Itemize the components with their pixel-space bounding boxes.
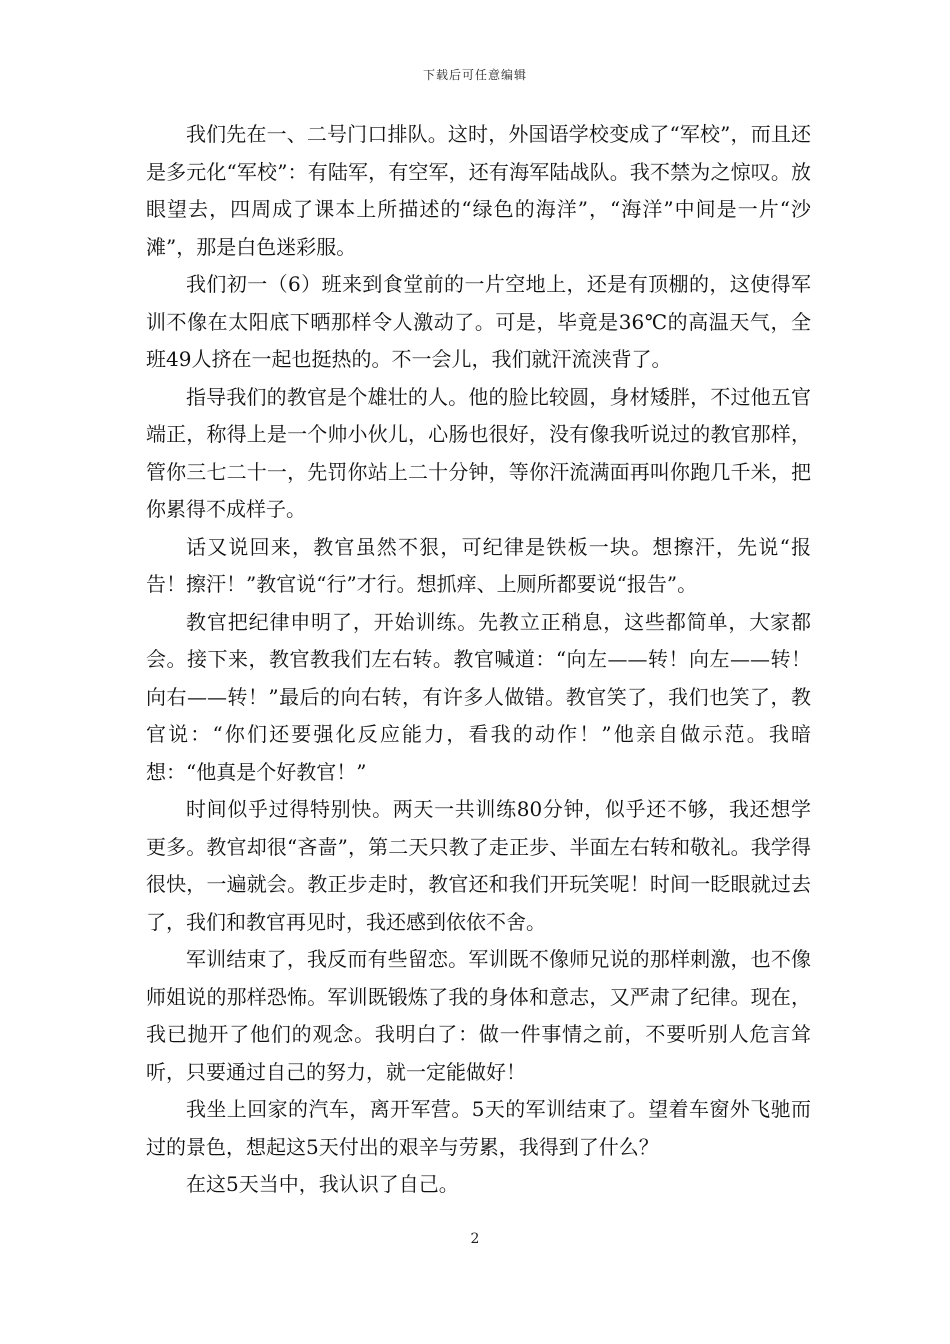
document-body bbox=[146, 116, 811, 1204]
paragraph: 指导我们的教官是个雄壮的人。他的脸比较圆，身材矮胖，不过他五官端正，称得上是一个帅小伙儿，心肠也很好，没有像我听说过的教官那样，管你三七二十一，先罚你站上二十分钟，等你汗流满面再叫你跑几千米，把你累得不成样子。 bbox=[146, 384, 811, 521]
page-number: 2 bbox=[470, 1231, 480, 1247]
paragraph: 军训结束了，我反而有些留恋。军训既不像师兄说的那样刺激，也不像师姐说的那样恐怖。军训既锻炼了我的身体和意志，又严肃了纪律。现在，我已抛开了他们的观念。我明白了：做一件事情之前，不要听别人危言耸听，只要通过自己的努力，就一定能做好！ bbox=[146, 947, 811, 1084]
paragraph: 我们初一（6）班来到食堂前的一片空地上，还是有顶棚的，这使得军训不像在太阳底下晒那样令人激动了。可是，毕竟是36℃的高温天气，全班49人挤在一起也挺热的。不一会儿，我们就汗流浃背了。 bbox=[146, 272, 811, 371]
page-header: 下载后可任意编辑 bbox=[422, 68, 527, 82]
paragraph: 时间似乎过得特别快。两天一共训练80分钟，似乎还不够，我还想学更多。教官却很“吝啬”，第二天只教了走正步、半面左右转和敬礼。我学得很快，一遍就会。教正步走时，教官还和我们开玩笑呢！时间一眨眼就过去了，我们和教官再见时，我还感到依依不舍。 bbox=[146, 797, 811, 934]
paragraph: 在这5天当中，我认识了自己。 bbox=[186, 1172, 459, 1196]
paragraph: 我们先在一、二号门口排队。这时，外国语学校变成了“军校”，而且还是多元化“军校”：有陆军，有空军，还有海军陆战队。我不禁为之惊叹。放眼望去，四周成了课本上所描述的“绿色的海洋”，“海洋”中间是一片“沙滩”，那是白色迷彩服。 bbox=[146, 122, 811, 259]
paragraph: 话又说回来，教官虽然不狠，可纪律是铁板一块。想擦汗，先说“报告！擦汗！”教官说“行”才行。想抓痒、上厕所都要说“报告”。 bbox=[146, 534, 811, 596]
paragraph: 我坐上回家的汽车，离开军营。5天的军训结束了。望着车窗外飞驰而过的景色，想起这5天付出的艰辛与劳累，我得到了什么？ bbox=[146, 1097, 811, 1159]
paragraph: 教官把纪律申明了，开始训练。先教立正稍息，这些都简单，大家都会。接下来，教官教我们左右转。教官喊道：“向左——转！向左——转！向右——转！”最后的向右转，有许多人做错。教官笑了，我们也笑了，教官说：“你们还要强化反应能力，看我的动作！”他亲自做示范。我暗想：“他真是个好教官！” bbox=[146, 609, 811, 784]
